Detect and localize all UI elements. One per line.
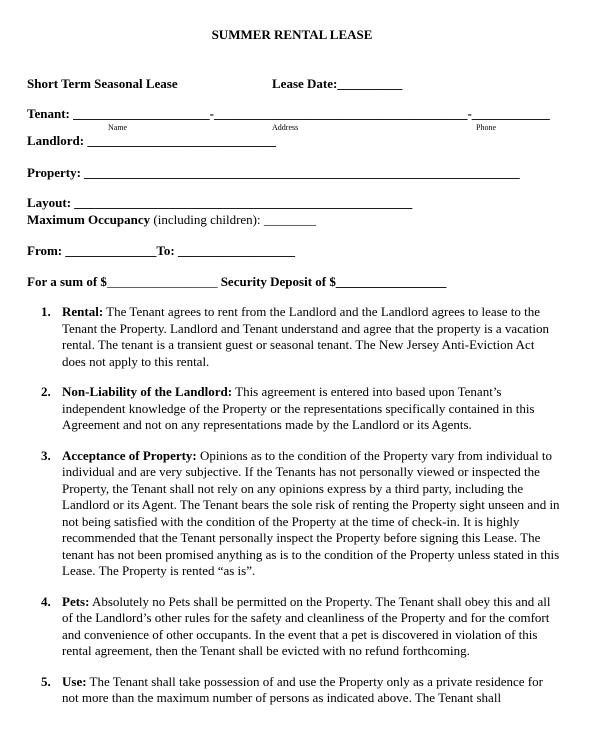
tenant-name-caption: Name bbox=[108, 123, 128, 132]
clause-number: 1. bbox=[41, 304, 51, 319]
date-range-field[interactable]: From: ______________To: __________________ bbox=[27, 243, 295, 258]
clause-number: 3. bbox=[41, 447, 51, 463]
clause-body: This agreement is entered into based upon Tenant’s independent knowledge of the Property or the representations specifically contained in this Agreement and not on any representations made by the Landlord or its Agents. bbox=[62, 384, 535, 432]
clause-body: The Tenant shall take possession of and use the Property only as a private residence for not more than the maximum number of persons as indicated above. The Tenant shall bbox=[62, 673, 543, 705]
clause-rental bbox=[0, 304, 600, 370]
lease-date-field[interactable]: Lease Date:__________ bbox=[272, 76, 403, 91]
clause-body: Opinions as to the condition of the Property vary from individual to individual and are very subjective. If the Tenants has not personally viewed or inspected the Property, the Tenant shall not rely on any opinions express by a third party, including the Landlord or its Agent. The Tenant bears the sole risk of renting the Property sight unseen and in not being satisfied with the condition of the Property at the time of check-in. It is highly recommended that the Tenant personally inspect the Property before signing this Lease. The tenant has not been promised anything as is to the condition of the Property unless stated in this Lease. The Property is rented “as is”. bbox=[62, 447, 560, 578]
clause-acceptance bbox=[0, 448, 600, 580]
clause-body: The Tenant agrees to rent from the Landlord and the Landlord agrees to lease to the Tenant the Property. Landlord and Tenant understand and agree that the property is a vacation rental. The tenant is a transient guest or seasonal tenant. The New Jersey Anti-Eviction Act does not apply to this rental. bbox=[62, 304, 549, 369]
sum-label: For a sum of $ bbox=[27, 274, 107, 289]
clause-use bbox=[0, 674, 600, 707]
layout-field[interactable]: Layout: ____________________________________________________ bbox=[27, 195, 413, 210]
max-occupancy-field[interactable] bbox=[27, 212, 316, 228]
tenant-phone-caption: Phone bbox=[476, 123, 496, 132]
document-title: SUMMER RENTAL LEASE bbox=[211, 27, 373, 42]
clause-number: 5. bbox=[41, 673, 51, 689]
clause-heading: Rental: bbox=[62, 304, 104, 319]
property-field[interactable]: Property: ___________________________________________________________________ bbox=[27, 165, 520, 180]
landlord-field[interactable]: Landlord: _____________________________ bbox=[27, 133, 276, 148]
clause-heading: Pets: bbox=[62, 593, 90, 609]
clause-number: 4. bbox=[41, 593, 51, 609]
security-deposit-field: Security Deposit of $_________________ bbox=[217, 274, 447, 289]
lease-type-label: Short Term Seasonal Lease bbox=[27, 76, 178, 91]
clause-heading: Non-Liability of the Landlord: bbox=[62, 384, 233, 399]
max-occupancy-rest: (including children): ________ bbox=[150, 212, 316, 227]
max-occupancy-label: Maximum Occupancy bbox=[27, 212, 151, 227]
clause-heading: Acceptance of Property: bbox=[62, 447, 197, 463]
sum-blank: _________________ bbox=[106, 274, 218, 289]
clause-heading: Use: bbox=[62, 673, 87, 689]
tenant-field[interactable]: Tenant: _____________________-_______________________________________-____________ bbox=[27, 106, 550, 121]
clause-pets bbox=[0, 594, 600, 660]
clause-non-liability bbox=[0, 384, 600, 434]
lease-clauses bbox=[0, 304, 600, 721]
clause-number: 2. bbox=[41, 384, 51, 399]
tenant-address-caption: Address bbox=[272, 123, 299, 132]
clause-body: Absolutely no Pets shall be permitted on the Property. The Tenant shall obey this and all of the Landlord’s other rules for the safety and cleanliness of the Property and for the comfort and convenience of other occupants. In the event that a pet is discovered in violation of this rental agreement, then the Tenant shall be evicted with no refund forthcoming. bbox=[62, 593, 551, 658]
payment-row[interactable] bbox=[27, 274, 446, 290]
